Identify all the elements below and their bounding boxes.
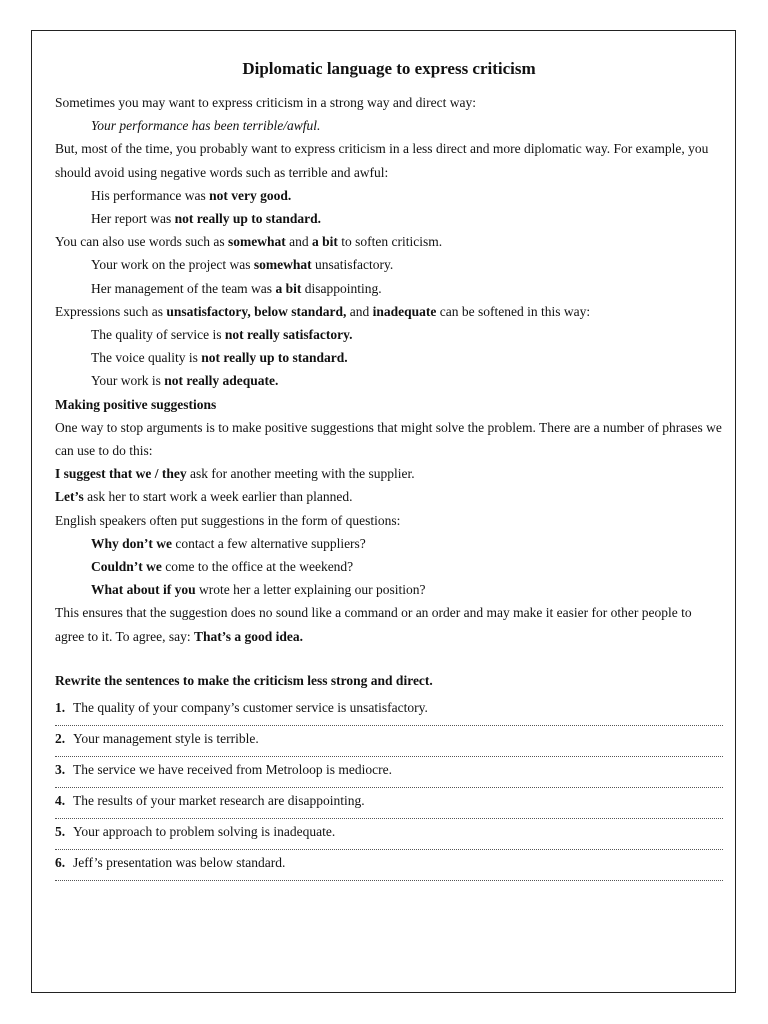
paragraph-line <box>55 230 723 253</box>
paragraph-line <box>55 485 723 508</box>
example-sentence <box>55 114 723 137</box>
exercise-item <box>55 792 723 819</box>
example-sentence <box>55 578 723 601</box>
bold-phrase: What about if you <box>91 582 196 598</box>
bold-phrase: somewhat <box>253 257 312 273</box>
example-sentence <box>55 346 723 369</box>
text-run: Sometimes you may want to express criticism in a strong way and direct way: <box>55 95 477 110</box>
section-gap <box>55 648 723 671</box>
bold-phrase: a bit <box>275 280 302 296</box>
paragraph-line <box>55 393 723 416</box>
exercise-section <box>55 671 723 881</box>
exercise-sentence <box>55 699 723 717</box>
text-run: come to the office at the weekend? <box>161 559 354 575</box>
exercise-heading: Rewrite the sentences to make the criticism less strong and direct. <box>55 672 433 688</box>
text-run: Her management of the team was <box>91 280 276 296</box>
bold-phrase: I suggest that we / they <box>55 466 187 482</box>
exercise-text: Your management style is terrible. <box>73 730 259 746</box>
example-sentence <box>55 369 723 392</box>
exercise-sentence <box>55 854 723 872</box>
exercise-item <box>55 761 723 788</box>
text-run: The voice quality is <box>91 350 202 366</box>
text-run: to soften criticism. <box>337 234 443 250</box>
example-sentence <box>55 277 723 300</box>
bold-phrase: Let’s <box>55 489 84 505</box>
text-run: and <box>346 303 373 319</box>
text-run: English speakers often put suggestions in the form of questions: <box>55 512 401 528</box>
exercise-number: 5. <box>55 823 66 839</box>
paragraph-line <box>55 300 723 323</box>
exercise-sentence <box>55 761 723 779</box>
example-sentence <box>55 253 723 276</box>
example-sentence <box>55 207 723 230</box>
text-run: ask for another meeting with the supplier. <box>186 466 415 482</box>
bold-phrase: Making positive suggestions <box>55 396 217 412</box>
answer-dotted-line[interactable] <box>55 717 723 726</box>
text-run: contact a few alternative suppliers? <box>172 535 366 551</box>
text-run: Expressions such as <box>55 303 167 319</box>
exercise-item <box>55 699 723 726</box>
exercise-sentence <box>55 823 723 841</box>
exercise-text: The service we have received from Metroloop is mediocre. <box>73 761 392 777</box>
text-run: The quality of service is <box>91 327 225 343</box>
answer-dotted-line[interactable] <box>55 748 723 757</box>
document-title: Diplomatic language to express criticism <box>242 59 536 78</box>
exercise-number: 4. <box>55 792 66 808</box>
exercise-text: The results of your market research are disappointing. <box>73 792 365 808</box>
exercise-text: Your approach to problem solving is inadequate. <box>73 823 336 839</box>
exercise-item <box>55 854 723 881</box>
paragraph-line <box>55 462 723 485</box>
text-run: This ensures that the suggestion does no sound like a command or an order and may make it easier for other people to agree to it. To agree, say: <box>55 605 692 644</box>
exercise-item <box>55 730 723 757</box>
bold-phrase: a bit <box>312 234 338 250</box>
exercise-sentence <box>55 730 723 748</box>
bold-phrase: Why don’t we <box>91 535 173 551</box>
text-run: But, most of the time, you probably want to express criticism in a less direct and more diplomatic way. For example, you should avoid using negative words such as terrible and awful: <box>55 141 709 180</box>
exercise-item <box>55 823 723 850</box>
exercise-number: 2. <box>55 730 66 746</box>
paragraph-line <box>55 601 723 647</box>
exercise-sentence <box>55 792 723 810</box>
example-sentence <box>55 555 723 578</box>
exercise-number: 1. <box>55 699 66 715</box>
answer-dotted-line[interactable] <box>55 841 723 850</box>
explanation-section <box>55 91 723 648</box>
exercise-text: The quality of your company’s customer service is unsatisfactory. <box>73 699 428 715</box>
document-body <box>55 59 723 885</box>
text-run: You can also use words such as <box>55 234 228 250</box>
text-run: ask her to start work a week earlier than planned. <box>83 489 353 505</box>
text-run: wrote her a letter explaining our position? <box>195 582 426 598</box>
bold-phrase: not really up to standard. <box>174 211 321 227</box>
bold-phrase: somewhat <box>228 234 286 250</box>
paragraph-line <box>55 137 723 183</box>
bold-phrase: unsatisfactory, below standard, <box>166 303 347 319</box>
exercise-text: Jeff’s presentation was below standard. <box>73 854 286 870</box>
text-run: Her report was <box>91 211 175 227</box>
paragraph-line <box>55 509 723 532</box>
bold-phrase: not really satisfactory. <box>224 327 353 343</box>
exercise-list <box>55 699 723 881</box>
example-sentence <box>55 532 723 555</box>
text-run: and <box>285 234 312 250</box>
exercise-number: 3. <box>55 761 66 777</box>
italic-phrase: Your performance has been terrible/awful. <box>91 118 321 134</box>
text-run: One way to stop arguments is to make positive suggestions that might solve the problem. There are a number of phrases we can use to do this: <box>55 419 722 459</box>
exercise-number: 6. <box>55 854 66 870</box>
answer-dotted-line[interactable] <box>55 810 723 819</box>
text-run: Your work is <box>91 373 165 389</box>
paragraph-line <box>55 91 723 114</box>
bold-phrase: Couldn’t we <box>91 559 162 575</box>
bold-phrase: not really adequate. <box>164 373 279 389</box>
text-run: Your work on the project was <box>91 257 254 273</box>
bold-phrase: inadequate <box>372 303 437 319</box>
text-run: unsatisfactory. <box>311 257 394 273</box>
bold-phrase: not very good. <box>209 187 292 203</box>
text-run: His performance was <box>91 187 210 203</box>
bold-phrase: That’s a good idea. <box>194 628 304 644</box>
example-sentence <box>55 184 723 207</box>
paragraph-line <box>55 416 723 462</box>
answer-dotted-line[interactable] <box>55 779 723 788</box>
bold-phrase: not really up to standard. <box>201 350 348 366</box>
example-sentence <box>55 323 723 346</box>
text-run: disappointing. <box>301 280 382 296</box>
text-run: can be softened in this way: <box>436 303 591 319</box>
answer-dotted-line[interactable] <box>55 872 723 881</box>
